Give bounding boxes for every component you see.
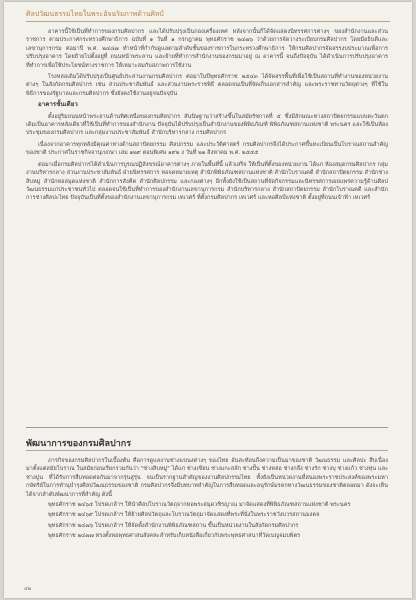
section-rule xyxy=(26,450,388,451)
history-text xyxy=(26,457,388,543)
running-header: ศิลปวัฒนธรรมไทยในพระอัจฉริยภาพด้านศิลป์ xyxy=(26,10,164,18)
history-paragraph: ภารกิจของกรมศิลปากรในเบื้องต้น คือการดูแลงานช่างแขนงต่างๆ ของไทย อันสะท้อนถึงความเป็นมาของชาติ วัฒนธรรม และศิลปะ สืบเนื่องมาตั้งแต่สมัยโบราณ ในสมัยก่อนเรียกรวมกันว่า "ช่างสิบหมู่" ได้แก่ ช่างเขียน ช่างแกะสลัก ช่างปั้น ช่างหล่อ ช่างกลึง ช่างรัก ช่างบุ ช่างแก้ว ช่างหุ่น และช่างปูน ที่ได้รับการสืบทอดต่อกันมาจากรุ่นสู่รุ่น จนเป็นรากฐานสำคัญของงานศิลปกรรมไทย ทั้งยังเป็นหน่วยงานที่สนองพระราชประสงค์ของพระมหากษัตริย์ในการทำนุบำรุงศิลปวัฒนธรรมของชาติ กรมศิลปากรจึงมีบทบาทสำคัญในการสืบทอดและอนุรักษ์มรดกทางวัฒนธรรมของชาติตลอดมา ดังจะเห็นได้จากลำดับพัฒนาการที่สำคัญ ดังนี้ xyxy=(26,458,388,498)
intro-paragraph: โรงหล่อเดิมได้ปรับปรุงเป็นศูนย์ประสานงานกรมศิลปากร ต่อมาในปีพุทธศักราช ๒๕๔๓ ได้จัดสรรพื้นที่เพื่อใช้เป็นสถานที่ทำงานของหน่วยงานต่างๆ ในสังกัดกรมศิลปากร เช่น ส่วนประชาสัมพันธ์ และส่วนงานพระราชพิธี ตลอดจนเป็นที่จัดเก็บเอกสารสำคัญ และพระราชทานวัตถุต่างๆ ที่ใช้ในพิธีการของรัฐบาลและกรมศิลปากร ซึ่งยังคงใช้งานอยู่จนปัจจุบัน xyxy=(26,74,388,97)
notes xyxy=(26,141,388,203)
header-rule xyxy=(26,21,390,22)
history-item: พุทธศักราช ๒๔๖๕ โปรดเกล้าฯ ให้นำศิลปโบราณวัตถุจากหอพระสมุดวชิรญาณ มาจัดแสดงที่พิพิธภัณฑสถานแห่งชาติ พระนคร xyxy=(48,502,351,509)
subheading: อาคารชั้นเดียว xyxy=(38,101,78,109)
notes-paragraph: เนื่องจากอาคารทุกหลังมีคุณค่าทางด้านสถาปัตยกรรม ศิลปกรรม และประวัติศาสตร์ กรมศิลปากรจึงได้ประกาศขึ้นทะเบียนเป็นโบราณสถานสำคัญของชาติ ประกาศในราชกิจจานุเบกษา เล่ม ๑๒๙ ตอนพิเศษ ๑๙๒ ง วันที่ ๒๑ สิงหาคม พ.ศ. ๒๕๕๕ xyxy=(26,141,388,157)
document-page xyxy=(4,2,412,598)
history-item: พุทธศักราช ๒๔๗๖ โปรดเกล้าฯ ให้จัดตั้งสำนักงานพิพิธภัณฑสถาน ขึ้นเป็นหน่วยงานในสังกัดกรมศิลปากร xyxy=(48,522,299,529)
notes-paragraph: ต่อมาเมื่อกรมศิลปากรได้ดำเนินการบูรณปฏิสังขรณ์อาคารต่างๆ ภายในพื้นที่นี้ แล้วเสร็จ ให้เป็นที่ตั้งของหน่วยงาน ได้แก่ ห้องสมุดกรมศิลปากร กลุ่มงานบริหารกลาง ส่วนงานประชาสัมพันธ์ ฝ่ายนิทรรศการ หอจดหมายเหตุ สำนักพิพิธภัณฑสถานแห่งชาติ สำนักโบราณคดี สำนักสถาปัตยกรรม สำนักช่างสิบหมู่ สำนักหอสมุดแห่งชาติ สำนักการสังคีต สำนักศิลปกรรม และกองต่างๆ อีกทั้งยังใช้เป็นสถานที่จัดกิจกรรมและนิทรรศการเผยแพร่ความรู้ด้านศิลปวัฒนธรรมแก่ประชาชนทั่วไป ตลอดจนใช้เป็นที่ทำการของสำนักงานเลขานุการกรม สำนักบริหารกลาง สำนักสถาปัตยกรรม สำนักโบราณคดี และสำนักการช่างศิลปะไทย ปัจจุบันเป็นที่ตั้งของสำนักงานเลขานุการกรม เทเวศร์ ที่ตั้งกรมศิลปากร เทเวศร์ และหอศิลป์แห่งชาติ ตั้งอยู่ที่ถนนเจ้าฟ้า เทเวศร์ xyxy=(26,161,388,202)
section-divider xyxy=(26,427,388,428)
intro-paragraph: อาคารนี้ใช้เป็นที่ทำการของกรมศิลปากร และได้ปรับปรุงเป็นกองเครื่องเทศ หลังจากนั้นก็ได้จัดแสดงนิทรรศการต่างๆ ของสำนักงานและส่วนราชการ ตามประกาศกระทรวงศึกษาธิการ ฉบับที่ ๑ วันที่ ๑ กรกฎาคม พุทธศักราช ๒๔๗๖ ว่าด้วยการจัดวางระเบียบกรมศิลปากร โดยมีอธิบดีและเลขานุการกรม ต่อมาปี พ.ศ. ๒๔๘๗ ทำหน้าที่กำกับดูแลตามลำดับชั้นของราชการในกระทรวงศึกษาธิการ ให้กรมศิลปากรจัดสรรงบประมาณเพื่อการปรับปรุงอาคาร โดยย้ายไปตั้งอยู่ที่ ถนนหน้าพระลาน และย้ายที่ทำการสำนักงานของกรมมาอยู่ ณ อาคารนี้ จนถึงปัจจุบัน ได้ดำเนินการปรับปรุงอาคารที่ทำการเพื่อใช้ประโยชน์ทางราชการ ให้เหมาะสมกับสภาพการใช้งาน xyxy=(26,29,388,69)
page-number: ๔๒ xyxy=(24,586,32,592)
body-text-upper xyxy=(26,28,388,206)
single-storey-paragraph: ตั้งอยู่ริมถนนหน้าพระลานด้านทิศเหนือของกรมศิลปากร สันนิษฐานว่าสร้างขึ้นในสมัยรัชกาลที่ ๕ ซึ่งมีลักษณะทางสถาปัตยกรรมแบบตะวันตก เดิมเป็นอาคารหลังเดียวที่ใช้เป็นที่ทำการของสำนักงาน ปัจจุบันได้ปรับปรุงเป็นสำนักงานของพิพิธภัณฑ์ พิพิธภัณฑสถานแห่งชาติ พระนคร และใช้เป็นห้องประชุมของกรมศิลปากร และกลุ่มงานประชาสัมพันธ์ สำนักบริหารกลาง กรมศิลปากร xyxy=(26,113,388,137)
history-item: พุทธศักราช ๒๔๗๗ ทรงตั้งหอพุทธศาสนสังคหะสำหรับเก็บหนังสือเกี่ยวกับพระพุทธศาสนาที่วัดเบญจมบพิตร xyxy=(48,533,301,540)
section-title: พัฒนาการของกรมศิลปากร xyxy=(26,439,132,449)
history-item: พุทธศักราช ๒๔๖๙ โปรดเกล้าฯ ให้ย้ายศิลปวัตถุและโบราณวัตถุมาจัดแสดงที่พระที่นั่งในพระราชวังบวรสถานมงคล xyxy=(48,512,320,519)
